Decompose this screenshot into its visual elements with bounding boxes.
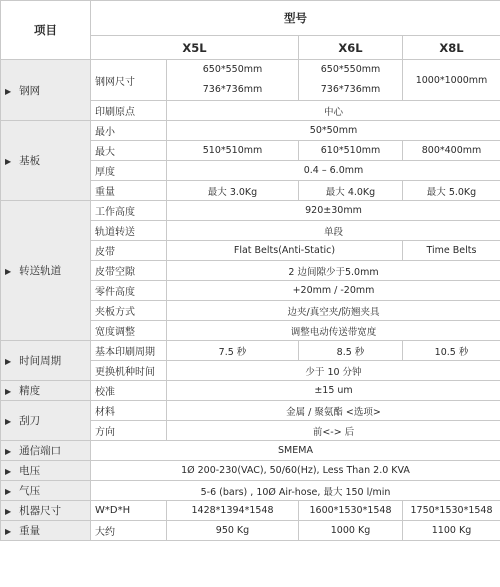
dims-x5l: 1428*1394*1548 <box>167 501 299 521</box>
basic-cycle-x5l: 7.5 秒 <box>167 341 299 361</box>
calibration-value: ±15 um <box>167 381 500 401</box>
calibration-label: 校准 <box>91 381 167 401</box>
mass-x6l: 1000 Kg <box>299 521 403 541</box>
model-header: 型号 <box>91 1 500 36</box>
direction-label: 方向 <box>91 421 167 441</box>
board-max-x5l: 510*510mm <box>167 141 299 161</box>
category-cycle-time: ▶ 时间周期 <box>1 341 91 381</box>
board-weight-label: 重量 <box>91 181 167 201</box>
stencil-size-x6l: 650*550mm 736*736mm <box>299 60 403 101</box>
dims-label: W*D*H <box>91 501 167 521</box>
item-header: 项目 <box>1 1 91 60</box>
triangle-bullet-icon: ▶ <box>5 267 12 276</box>
triangle-bullet-icon: ▶ <box>5 86 12 96</box>
triangle-bullet-icon: ▶ <box>5 527 12 536</box>
category-voltage: ▶ 电压 <box>1 461 91 481</box>
dims-x8l: 1750*1530*1548 <box>403 501 500 521</box>
belt-gap-label: 皮带空隙 <box>91 261 167 281</box>
belt-value-flat: Flat Belts(Anti-Static) <box>167 241 403 261</box>
mass-x8l: 1100 Kg <box>403 521 500 541</box>
board-max-x8l: 800*400mm <box>403 141 500 161</box>
triangle-bullet-icon: ▶ <box>5 507 12 516</box>
belt-gap-value: 2 边间隙少于5.0mm <box>167 261 500 281</box>
dims-x6l: 1600*1530*1548 <box>299 501 403 521</box>
stencil-size-x5l: 650*550mm 736*736mm <box>167 60 299 101</box>
category-machine-size: ▶ 机器尺寸 <box>1 501 91 521</box>
triangle-bullet-icon: ▶ <box>5 447 12 456</box>
air-pressure-value: 5-6 (bars) , 10Ø Air-hose, 最大 150 l/min <box>91 481 500 501</box>
material-value: 金属 / 聚氨酯 <选项> <box>167 401 500 421</box>
basic-cycle-x8l: 10.5 秒 <box>403 341 500 361</box>
stencil-size-x8l: 1000*1000mm <box>403 60 500 101</box>
material-label: 材料 <box>91 401 167 421</box>
belt-value-time: Time Belts <box>403 241 500 261</box>
width-adjust-value: 调整电动传送带宽度 <box>167 321 500 341</box>
rail-transfer-label: 轨道转送 <box>91 221 167 241</box>
board-weight-x6l: 最大 4.0Kg <box>299 181 403 201</box>
triangle-bullet-icon: ▶ <box>5 487 12 496</box>
triangle-bullet-icon: ▶ <box>5 417 12 426</box>
board-max-label: 最大 <box>91 141 167 161</box>
model-x6l: X6L <box>299 36 403 60</box>
triangle-bullet-icon: ▶ <box>5 467 12 476</box>
rail-transfer-value: 单段 <box>167 221 500 241</box>
category-squeegee: ▶ 刮刀 <box>1 401 91 441</box>
changeover-label: 更换机种时间 <box>91 361 167 381</box>
width-adjust-label: 宽度调整 <box>91 321 167 341</box>
category-conveyor: ▶ 转送轨道 <box>1 201 91 341</box>
belt-label: 皮带 <box>91 241 167 261</box>
board-weight-x8l: 最大 5.0Kg <box>403 181 500 201</box>
part-height-value: +20mm / -20mm <box>167 281 500 301</box>
triangle-bullet-icon: ▶ <box>5 157 12 166</box>
comm-port-value: SMEMA <box>91 441 500 461</box>
basic-cycle-x6l: 8.5 秒 <box>299 341 403 361</box>
board-max-x6l: 610*510mm <box>299 141 403 161</box>
mass-label: 大约 <box>91 521 167 541</box>
part-height-label: 零件高度 <box>91 281 167 301</box>
triangle-bullet-icon: ▶ <box>5 357 12 366</box>
triangle-bullet-icon: ▶ <box>5 387 12 396</box>
direction-value: 前<-> 后 <box>167 421 500 441</box>
category-accuracy: ▶ 精度 <box>1 381 91 401</box>
category-air-pressure: ▶ 气压 <box>1 481 91 501</box>
changeover-value: 少于 10 分钟 <box>167 361 500 381</box>
category-weight: ▶ 重量 <box>1 521 91 541</box>
board-min-value: 50*50mm <box>167 121 500 141</box>
voltage-value: 1Ø 200-230(VAC), 50/60(Hz), Less Than 2.0 KVA <box>91 461 500 481</box>
category-comm-port: ▶ 通信端口 <box>1 441 91 461</box>
board-thickness-value: 0.4 – 6.0mm <box>167 161 500 181</box>
working-height-label: 工作高度 <box>91 201 167 221</box>
working-height-value: 920±30mm <box>167 201 500 221</box>
model-x8l: X8L <box>403 36 500 60</box>
print-origin-value: 中心 <box>167 101 500 121</box>
stencil-size-label: 钢网尺寸 <box>91 60 167 101</box>
clamp-method-label: 夹板方式 <box>91 301 167 321</box>
basic-cycle-label: 基本印刷周期 <box>91 341 167 361</box>
clamp-method-value: 边夹/真空夹/防翘夹具 <box>167 301 500 321</box>
print-origin-label: 印刷原点 <box>91 101 167 121</box>
category-stencil: ▶ 钢网 <box>1 60 91 121</box>
mass-x5l: 950 Kg <box>167 521 299 541</box>
board-thickness-label: 厚度 <box>91 161 167 181</box>
category-board: ▶ 基板 <box>1 121 91 201</box>
board-weight-x5l: 最大 3.0Kg <box>167 181 299 201</box>
board-min-label: 最小 <box>91 121 167 141</box>
model-x5l: X5L <box>91 36 299 60</box>
